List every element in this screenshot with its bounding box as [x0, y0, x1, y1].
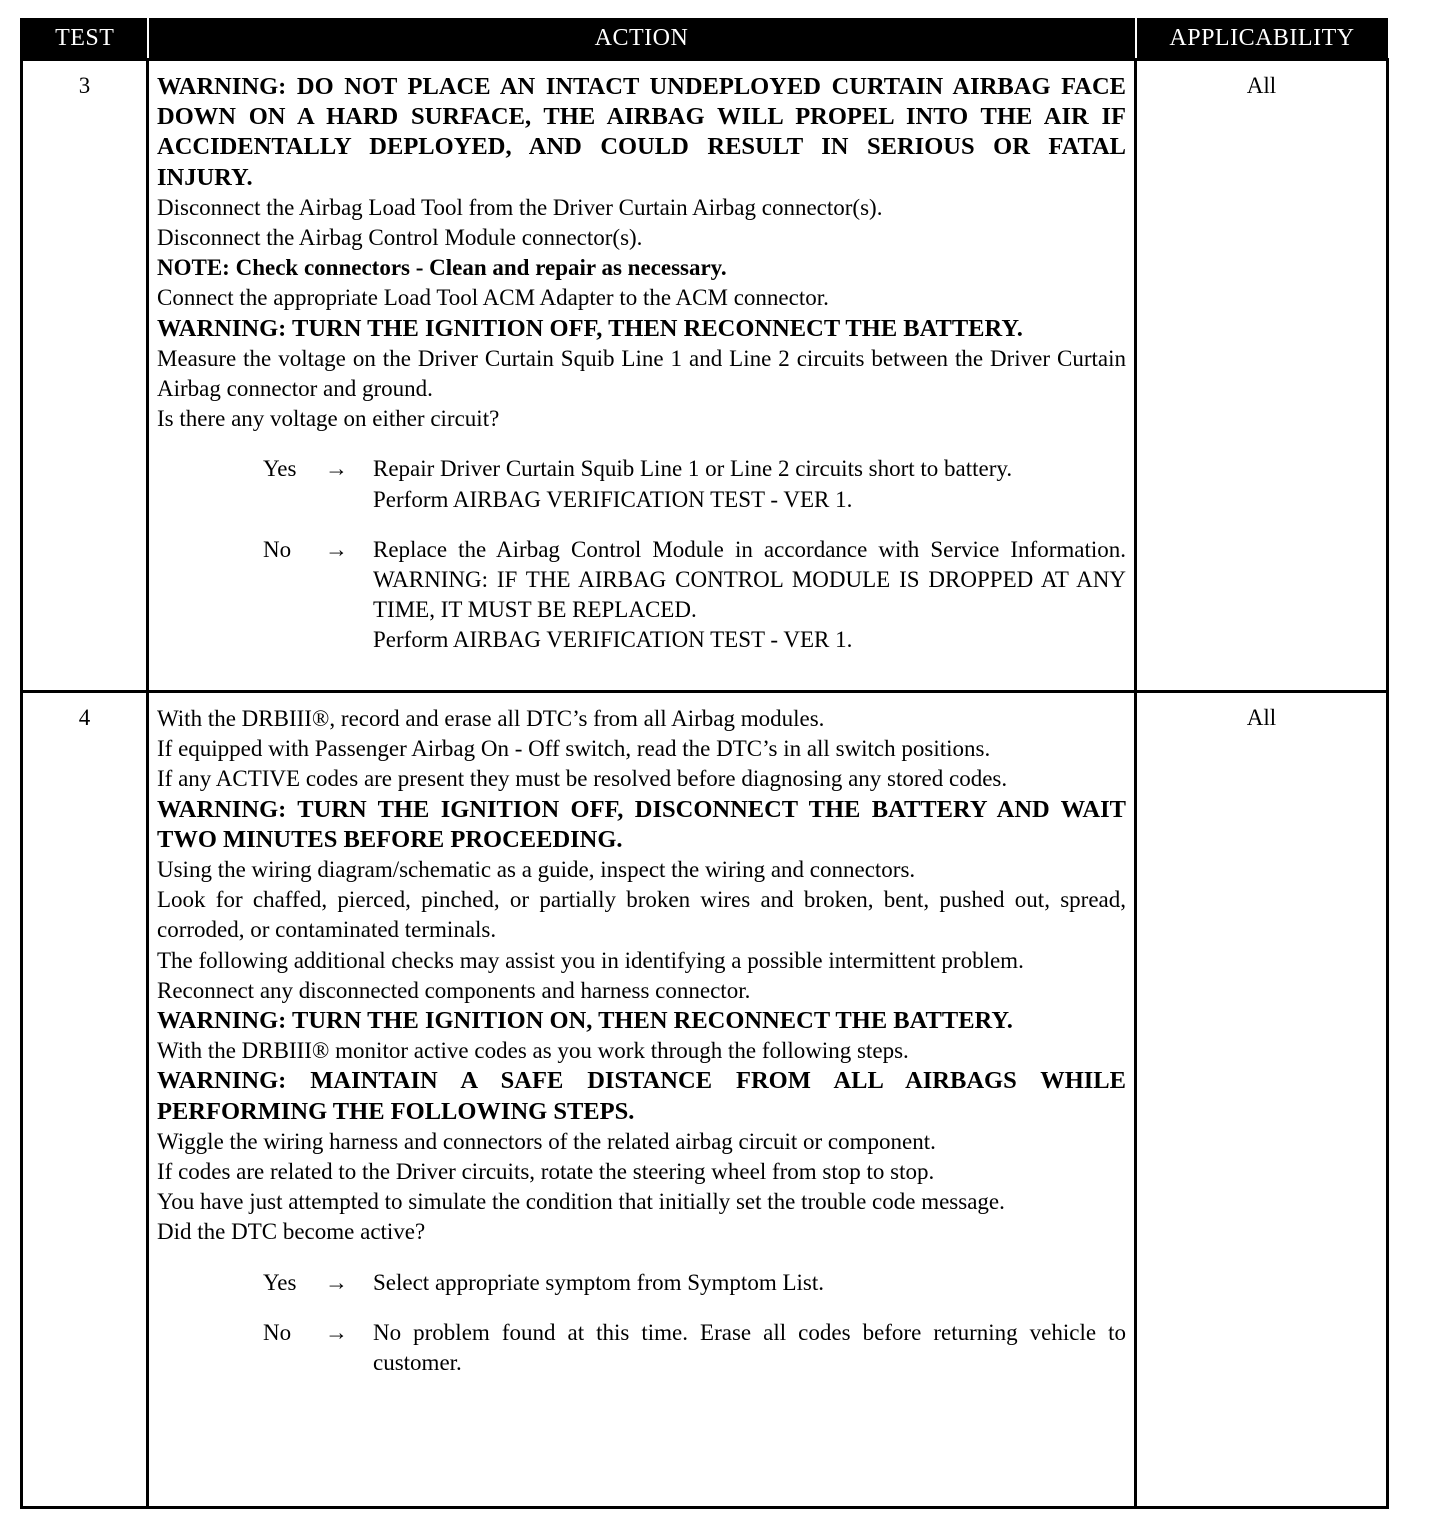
- outcome-result-line: Replace the Airbag Control Module in accordance with Service Information. WARNING: IF THE AIRBAG CONTROL MODULE IS DROPPED AT ANY TIME, IT MUST BE REPLACED.: [373, 536, 1126, 623]
- action-cell: [148, 692, 1136, 1508]
- outcome-result: [373, 1268, 1126, 1298]
- instruction-text: Measure the voltage on the Driver Curtain Squib Line 1 and Line 2 circuits between the Driver Curtain Airbag connector and ground.: [157, 345, 1126, 402]
- outcome-result: [373, 454, 1126, 514]
- warning-text: WARNING: TURN THE IGNITION OFF, THEN RECONNECT THE BATTERY.: [157, 314, 1023, 342]
- warning-text: WARNING: MAINTAIN A SAFE DISTANCE FROM ALL AIRBAGS WHILE PERFORMING THE FOLLOWING STEPS.: [157, 1067, 1126, 1125]
- warning-text: WARNING: TURN THE IGNITION OFF, DISCONNECT THE BATTERY AND WAIT TWO MINUTES BEFORE PROCEEDING.: [157, 795, 1126, 853]
- header-applicability: APPLICABILITY: [1136, 18, 1388, 60]
- outcome-no: [157, 1318, 1126, 1378]
- outcome-no: [157, 535, 1126, 656]
- instruction-text: If equipped with Passenger Airbag On - Off switch, read the DTC’s in all switch positions.: [157, 736, 991, 762]
- outcome-answer: Yes: [263, 1269, 297, 1295]
- test-number: 3: [22, 60, 148, 692]
- table-row: [22, 692, 1388, 1508]
- instruction-text: Using the wiring diagram/schematic as a guide, inspect the wiring and connectors.: [157, 857, 916, 883]
- instruction-text: The following additional checks may assist you in identifying a possible intermittent problem.: [157, 947, 1024, 973]
- header-action: ACTION: [148, 18, 1136, 60]
- outcome-yes: [157, 454, 1126, 514]
- instruction-text: If any ACTIVE codes are present they must be resolved before diagnosing any stored codes.: [157, 766, 1008, 792]
- instruction-text: Connect the appropriate Load Tool ACM Adapter to the ACM connector.: [157, 285, 829, 311]
- outcome-result-line: No problem found at this time. Erase all codes before returning vehicle to customer.: [373, 1319, 1126, 1376]
- outcome-yes: [157, 1268, 1126, 1298]
- instruction-text: Disconnect the Airbag Control Module connector(s).: [157, 225, 643, 251]
- diagnostic-procedure-page: [20, 18, 1386, 1509]
- diagnostic-test-table: [20, 18, 1389, 1509]
- instruction-text: With the DRBIII®, record and erase all DTC’s from all Airbag modules.: [157, 706, 825, 731]
- applicability-value: All: [1136, 60, 1388, 692]
- instruction-text: With the DRBIII® monitor active codes as you work through the following steps.: [157, 1038, 909, 1064]
- outcome-answer: Yes: [263, 456, 297, 482]
- instruction-text: Look for chaffed, pierced, pinched, or partially broken wires and broken, bent, pushed out, spread, corroded, or contaminated terminals.: [157, 887, 1126, 943]
- outcome-answer: No: [263, 1319, 292, 1345]
- action-cell: [148, 60, 1136, 692]
- table-row: [22, 60, 1388, 692]
- outcome-answer: No: [263, 536, 292, 562]
- arrow-right-icon: →: [325, 456, 348, 482]
- instruction-text: If codes are related to the Driver circuits, rotate the steering wheel from stop to stop.: [157, 1159, 935, 1185]
- question-text: Did the DTC become active?: [157, 1219, 426, 1245]
- question-text: Is there any voltage on either circuit?: [157, 406, 500, 432]
- note-text: NOTE: Check connectors - Clean and repair as necessary.: [157, 255, 727, 281]
- instruction-text: Disconnect the Airbag Load Tool from the Driver Curtain Airbag connector(s).: [157, 194, 883, 220]
- arrow-right-icon: →: [325, 536, 348, 562]
- header-test: TEST: [22, 18, 148, 60]
- outcome-result-line: Repair Driver Curtain Squib Line 1 or Line 2 circuits short to battery.: [373, 456, 1013, 482]
- applicability-value: All: [1136, 692, 1388, 1508]
- test-number: 4: [22, 692, 148, 1508]
- instruction-text: Reconnect any disconnected components and harness connector.: [157, 977, 751, 1003]
- warning-text: WARNING: TURN THE IGNITION ON, THEN RECONNECT THE BATTERY.: [157, 1007, 1013, 1035]
- outcome-result-line: Select appropriate symptom from Symptom List.: [373, 1269, 824, 1295]
- outcome-result: [373, 1318, 1126, 1378]
- outcome-result-line: Perform AIRBAG VERIFICATION TEST - VER 1.: [373, 486, 853, 512]
- outcome-result: [373, 535, 1126, 656]
- instruction-text: You have just attempted to simulate the condition that initially set the trouble code message.: [157, 1189, 1005, 1215]
- outcome-result-line: Perform AIRBAG VERIFICATION TEST - VER 1.: [373, 627, 853, 653]
- instruction-text: Wiggle the wiring harness and connectors of the related airbag circuit or component.: [157, 1128, 936, 1154]
- arrow-right-icon: →: [325, 1319, 348, 1345]
- arrow-right-icon: →: [325, 1269, 348, 1295]
- warning-text: WARNING: DO NOT PLACE AN INTACT UNDEPLOYED CURTAIN AIRBAG FACE DOWN ON A HARD SURFACE, THE AIRBAG WILL PROPEL INTO THE AIR IF ACCIDENTALLY DEPLOYED, AND COULD RESULT IN SERIOUS OR FATAL INJURY.: [157, 73, 1126, 191]
- table-header-row: [22, 18, 1388, 60]
